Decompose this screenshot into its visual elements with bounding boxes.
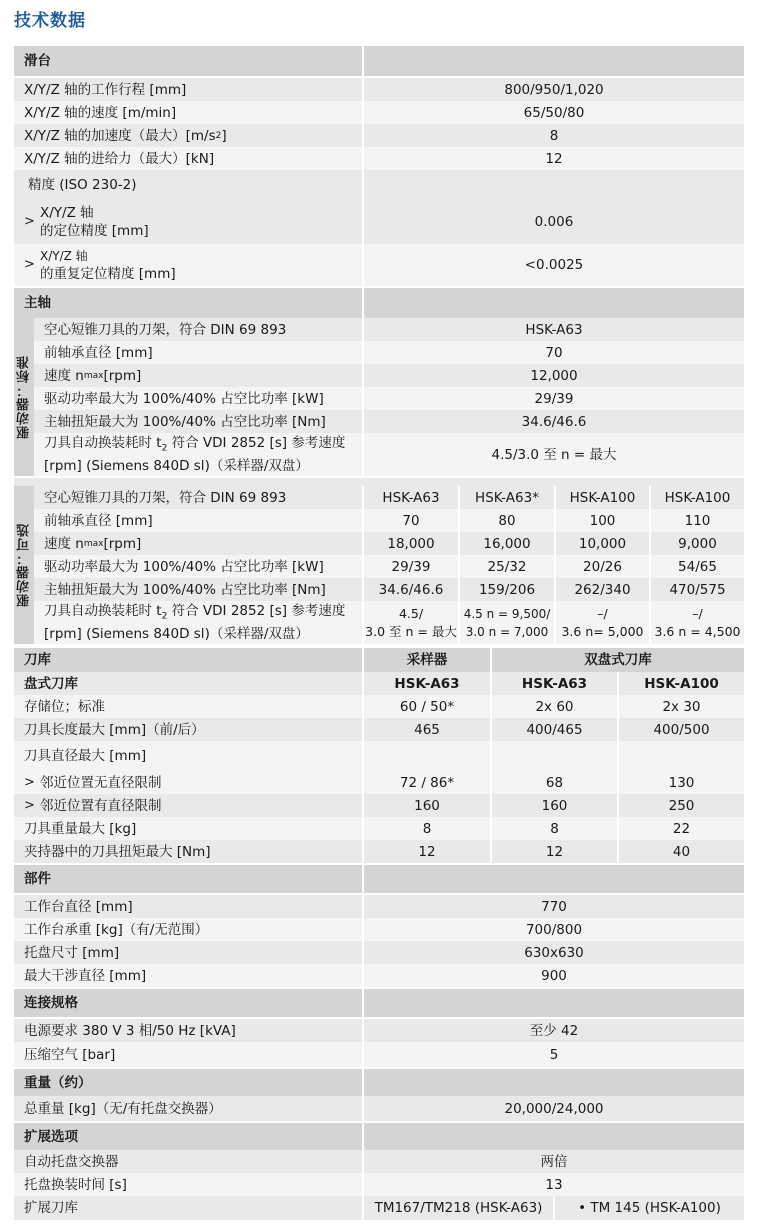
row-value: 250 xyxy=(617,794,744,817)
row-label: 最大干涉直径 [mm] xyxy=(24,967,147,984)
arrow-icon: > xyxy=(24,774,35,790)
table-row xyxy=(34,578,744,601)
section-header-connection xyxy=(14,989,744,1017)
table-row xyxy=(14,895,744,918)
row-value: 465 xyxy=(362,718,490,741)
section-header-weight xyxy=(14,1069,744,1096)
table-row xyxy=(34,601,744,644)
row-value: 400/500 xyxy=(617,718,744,741)
row-value: 20,000/24,000 xyxy=(362,1096,744,1121)
row-label: 驱动功率最大为 100%/40% 占空比功率 [kW] xyxy=(44,390,324,407)
table-row xyxy=(14,1196,744,1220)
section-title: 重量（约） xyxy=(24,1074,92,1091)
row-label: 空心短锥刀具的刀架，符合 DIN 69 893 xyxy=(44,489,287,506)
row-value: HSK-A63 xyxy=(362,672,490,695)
row-label: 速度 n max [rpm] xyxy=(44,535,142,552)
row-value: 68 xyxy=(490,771,617,794)
column-header: 采样器 xyxy=(362,648,490,672)
row-label: > 邻近位置无直径限制 xyxy=(24,774,162,791)
row-value: 80 xyxy=(458,509,554,532)
row-value: 65/50/80 xyxy=(362,101,744,124)
row-value: 12 xyxy=(362,147,744,170)
row-label: 前轴承直径 [mm] xyxy=(44,344,153,361)
section-header-options xyxy=(14,1123,744,1150)
side-label-optional: 驱动器：可选 xyxy=(14,486,34,644)
row-value: 9,000 xyxy=(649,532,744,555)
row-label: 电源要求 380 V 3 相/50 Hz [kVA] xyxy=(24,1022,236,1039)
row-label: 存储位；标准 xyxy=(24,698,105,715)
table-row xyxy=(34,410,744,433)
row-value: 130 xyxy=(617,771,744,794)
section-header-components xyxy=(14,865,744,893)
row-value: <0.0025 xyxy=(362,244,744,286)
table-row xyxy=(14,1019,744,1042)
row-value: 29/39 xyxy=(362,555,458,578)
row-value: 2x 60 xyxy=(490,695,617,718)
row-value: 8 xyxy=(362,124,744,147)
row-value: –/ 3.6 n = 4,500 xyxy=(649,601,744,644)
row-value: 34.6/46.6 xyxy=(362,578,458,601)
row-value: 两倍 xyxy=(362,1150,744,1173)
table-row xyxy=(14,718,744,741)
section-title: 主轴 xyxy=(24,295,51,311)
row-label: > X/Y/Z 轴 的重复定位精度 [mm] xyxy=(24,249,176,282)
row-value: 70 xyxy=(362,341,744,364)
row-value: 13 xyxy=(362,1173,744,1196)
arrow-icon: > xyxy=(24,257,35,272)
section-title: 刀库 xyxy=(24,652,51,668)
row-value: 至少 42 xyxy=(362,1019,744,1042)
row-label: 精度 (ISO 230-2) xyxy=(28,177,137,193)
arrow-icon: > xyxy=(24,797,35,813)
table-row xyxy=(14,771,744,794)
row-value: 16,000 xyxy=(458,532,554,555)
row-label: 压缩空气 [bar] xyxy=(24,1046,116,1063)
row-label: 前轴承直径 [mm] xyxy=(44,512,153,529)
row-value: 12,000 xyxy=(362,364,744,387)
row-label: X/Y/Z 轴的工作行程 [mm] xyxy=(24,81,187,98)
table-row xyxy=(14,741,744,771)
table-row xyxy=(34,341,744,364)
table-row xyxy=(14,695,744,718)
row-label: 盘式刀库 xyxy=(24,675,78,692)
row-label: 驱动功率最大为 100%/40% 占空比功率 [kW] xyxy=(44,558,324,575)
row-value: 34.6/46.6 xyxy=(362,410,744,433)
row-value: HSK-A63* xyxy=(458,486,554,509)
table-row xyxy=(34,364,744,387)
page-title: 技术数据 xyxy=(14,11,86,31)
row-label: 主轴扭矩最大为 100%/40% 占空比功率 [Nm] xyxy=(44,413,326,430)
row-label: 刀具自动换装耗时 $t_2$ 符合 VDI 2852 [s] 参考速度 [rpm] (Siemens 840D sl)（采样器/双盘） xyxy=(44,602,346,643)
arrow-icon: > xyxy=(24,214,35,229)
row-value: 40 xyxy=(617,840,744,863)
row-label: 速度 n max [rpm] xyxy=(44,367,142,384)
side-label-standard: 驱动器：标准 xyxy=(14,318,34,476)
table-row xyxy=(34,486,744,509)
table-row xyxy=(34,509,744,532)
row-value: 0.006 xyxy=(362,200,744,244)
row-value: 20/26 xyxy=(554,555,649,578)
table-row xyxy=(14,124,744,147)
row-value: • TM 145 (HSK-A100) xyxy=(553,1196,744,1220)
row-label: 刀具重量最大 [kg] xyxy=(24,820,137,837)
row-value: 800/950/1,020 xyxy=(362,78,744,101)
row-value: HSK-A63 xyxy=(362,318,744,341)
table-row xyxy=(14,1150,744,1173)
row-value: –/ 3.6 n= 5,000 xyxy=(554,601,649,644)
table-row xyxy=(14,941,744,964)
table-row xyxy=(14,672,744,695)
table-row xyxy=(14,78,744,101)
row-value: HSK-A63 xyxy=(490,672,617,695)
row-value: 22 xyxy=(617,817,744,840)
table-row xyxy=(34,318,744,341)
row-label: 刀具长度最大 [mm]（前/后） xyxy=(24,721,205,738)
table-row xyxy=(14,101,744,124)
row-label: 刀具自动换装耗时 $t_2$ 符合 VDI 2852 [s] 参考速度 [rpm] (Siemens 840D sl)（采样器/双盘） xyxy=(44,434,346,475)
table-row xyxy=(14,1096,744,1121)
row-value: 770 xyxy=(362,895,744,918)
row-value: 262/340 xyxy=(554,578,649,601)
row-label: > 邻近位置有直径限制 xyxy=(24,797,162,814)
table-row xyxy=(14,840,744,863)
row-value: 10,000 xyxy=(554,532,649,555)
row-value: 25/32 xyxy=(458,555,554,578)
row-value: 70 xyxy=(362,509,458,532)
table-row xyxy=(14,1173,744,1196)
row-label: 总重量 [kg]（无/有托盘交换器） xyxy=(24,1100,222,1117)
row-value: 72 / 86* xyxy=(362,771,490,794)
section-header-magazine xyxy=(14,648,744,672)
table-row xyxy=(14,817,744,840)
row-value: 8 xyxy=(490,817,617,840)
row-value: 160 xyxy=(362,794,490,817)
row-value: HSK-A100 xyxy=(649,486,744,509)
row-value: 4.5 n = 9,500/ 3.0 n = 7,000 xyxy=(458,601,554,644)
section-title: 连接规格 xyxy=(24,995,78,1011)
table-row xyxy=(14,147,744,170)
table-row xyxy=(14,200,744,244)
row-value: 60 / 50* xyxy=(362,695,490,718)
row-value: 8 xyxy=(362,817,490,840)
row-label: 刀具直径最大 [mm] xyxy=(24,748,147,764)
row-value: 630x630 xyxy=(362,941,744,964)
row-value: 12 xyxy=(490,840,617,863)
row-value: 159/206 xyxy=(458,578,554,601)
row-value: 5 xyxy=(362,1042,744,1067)
row-label: 工作台直径 [mm] xyxy=(24,898,133,915)
row-label: 扩展刀库 xyxy=(24,1200,78,1216)
table-row xyxy=(14,964,744,987)
row-value: 100 xyxy=(554,509,649,532)
table-row xyxy=(34,433,744,476)
row-value: 900 xyxy=(362,964,744,987)
row-value: 4.5/ 3.0 至 n = 最大 xyxy=(362,601,458,644)
row-value: 54/65 xyxy=(649,555,744,578)
row-value: TM167/TM218 (HSK-A63) xyxy=(362,1196,553,1220)
row-value: 110 xyxy=(649,509,744,532)
row-value: 400/465 xyxy=(490,718,617,741)
row-label: > X/Y/Z 轴 的定位精度 [mm] xyxy=(24,205,149,239)
row-label: 托盘尺寸 [mm] xyxy=(24,944,120,961)
row-value: 700/800 xyxy=(362,918,744,941)
row-label: 主轴扭矩最大为 100%/40% 占空比功率 [Nm] xyxy=(44,581,326,598)
section-header-slide xyxy=(14,46,744,76)
table-row xyxy=(34,532,744,555)
row-label: 空心短锥刀具的刀架，符合 DIN 69 893 xyxy=(44,321,287,338)
row-value: 2x 30 xyxy=(617,695,744,718)
row-label: 工作台承重 [kg]（有/无范围） xyxy=(24,921,209,938)
row-value: HSK-A63 xyxy=(362,486,458,509)
section-title: 滑台 xyxy=(24,53,51,69)
row-value: 160 xyxy=(490,794,617,817)
row-value: HSK-A100 xyxy=(617,672,744,695)
table-row xyxy=(14,1042,744,1067)
row-label: 自动托盘交换器 xyxy=(24,1153,119,1170)
row-value: 29/39 xyxy=(362,387,744,410)
row-value: HSK-A100 xyxy=(554,486,649,509)
row-label: X/Y/Z 轴的进给力（最大）[kN] xyxy=(24,150,215,167)
table-row xyxy=(34,555,744,578)
section-title: 扩展选项 xyxy=(24,1128,78,1145)
row-label: X/Y/Z 轴的加速度（最大）[m/s 2 ] xyxy=(24,127,227,144)
row-label: 托盘换装时间 [s] xyxy=(24,1176,127,1193)
column-header: 双盘式刀库 xyxy=(490,648,744,672)
table-row xyxy=(14,794,744,817)
section-title: 部件 xyxy=(24,871,51,887)
table-row xyxy=(14,170,744,200)
section-header-spindle xyxy=(14,288,744,318)
row-value: 4.5/3.0 至 n = 最大 xyxy=(362,433,744,476)
table-row xyxy=(34,387,744,410)
row-value: 12 xyxy=(362,840,490,863)
row-value: 470/575 xyxy=(649,578,744,601)
row-label: 夹持器中的刀具扭矩最大 [Nm] xyxy=(24,843,211,860)
row-label: X/Y/Z 轴的速度 [m/min] xyxy=(24,104,177,121)
row-value: 18,000 xyxy=(362,532,458,555)
table-row xyxy=(14,244,744,286)
table-row xyxy=(14,918,744,941)
